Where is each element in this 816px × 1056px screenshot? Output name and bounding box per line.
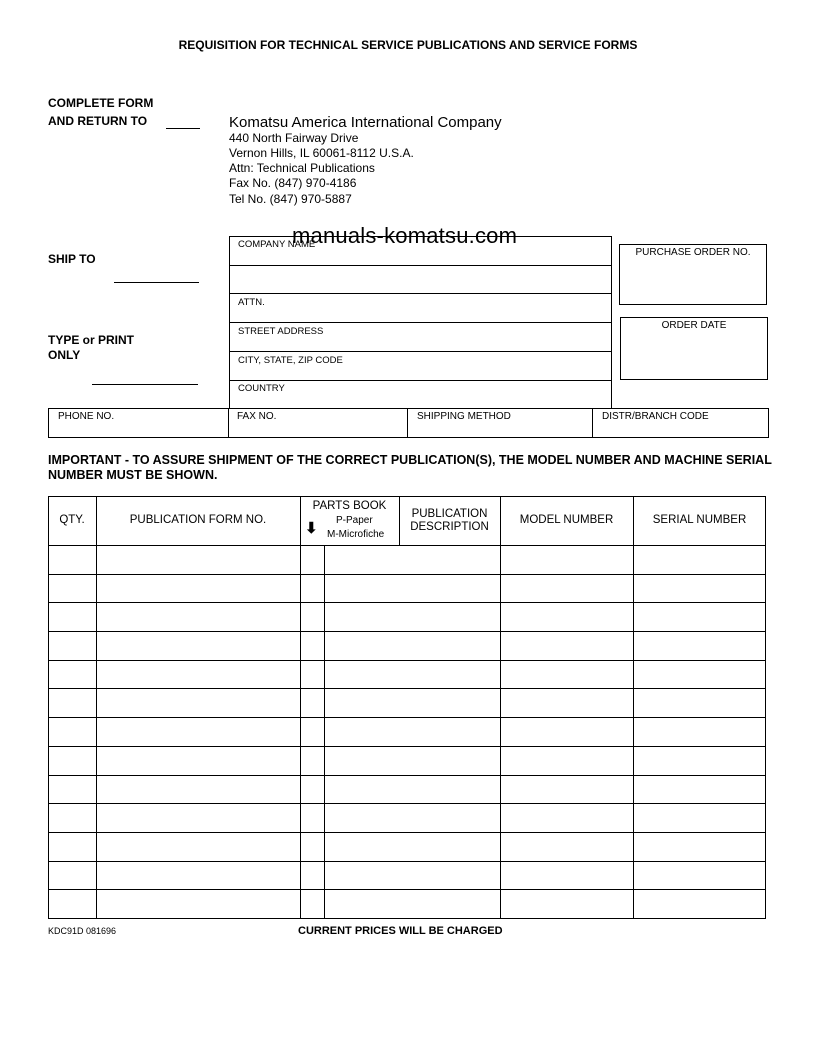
table-border <box>765 545 766 918</box>
col-divider <box>96 496 97 918</box>
table-row <box>48 861 766 862</box>
company-tel: Tel No. (847) 970-5887 <box>229 192 352 206</box>
complete-form-label: COMPLETE FORM <box>48 96 154 110</box>
company-fax: Fax No. (847) 970-4186 <box>229 176 357 190</box>
form-title: REQUISITION FOR TECHNICAL SERVICE PUBLICATIONS AND SERVICE FORMS <box>178 38 638 52</box>
country-field-label: COUNTRY <box>238 383 285 394</box>
table-row <box>48 889 766 890</box>
current-prices-note: CURRENT PRICES WILL BE CHARGED <box>298 925 503 937</box>
col-divider <box>300 496 301 918</box>
order-date-label: ORDER DATE <box>661 320 727 331</box>
form-no-header: PUBLICATION FORM NO. <box>129 514 267 526</box>
table-row <box>48 545 766 546</box>
table-row <box>48 918 766 919</box>
shipping-method-label: SHIPPING METHOD <box>417 411 511 422</box>
contact-divider <box>592 408 593 438</box>
type-print-only-label: ONLY <box>48 348 81 362</box>
address-divider <box>229 322 612 323</box>
table-row <box>48 717 766 718</box>
table-row <box>48 660 766 661</box>
company-name-field-label: COMPANY NAME <box>238 239 316 250</box>
ship-to-label: SHIP TO <box>48 252 96 266</box>
col-divider <box>324 545 325 918</box>
company-city: Vernon Hills, IL 60061-8112 U.S.A. <box>229 146 414 160</box>
col-divider <box>633 496 634 918</box>
return-to-label: AND RETURN TO <box>48 114 148 128</box>
table-row <box>48 688 766 689</box>
company-name: Komatsu America International Company <box>229 114 502 131</box>
description-header-line1: PUBLICATION <box>411 508 488 520</box>
model-number-header: MODEL NUMBER <box>519 514 614 526</box>
distr-branch-label: DISTR/BRANCH CODE <box>602 411 709 422</box>
table-border <box>48 545 49 918</box>
street-field-label: STREET ADDRESS <box>238 326 324 337</box>
city-field-label: CITY, STATE, ZIP CODE <box>238 355 343 366</box>
type-print-label: TYPE or PRINT <box>48 333 135 347</box>
description-header-line2: DESCRIPTION <box>410 521 489 533</box>
p-paper-label: P-Paper <box>336 515 373 526</box>
watermark: manuals-komatsu.com <box>292 223 518 248</box>
col-divider <box>500 496 501 918</box>
type-print-line <box>92 384 198 385</box>
ship-to-line <box>114 282 199 283</box>
purchase-order-label: PURCHASE ORDER NO. <box>635 247 751 258</box>
arrow-down-icon: ⬇ <box>305 520 318 537</box>
parts-book-header: PARTS BOOK <box>312 500 387 512</box>
return-to-line <box>166 128 200 129</box>
contact-divider <box>228 408 229 438</box>
table-row <box>48 574 766 575</box>
address-divider <box>229 265 612 266</box>
contact-divider <box>407 408 408 438</box>
m-microfiche-label: M-Microfiche <box>327 529 385 540</box>
attn-field-label: ATTN. <box>238 297 265 308</box>
serial-number-header: SERIAL NUMBER <box>652 514 747 526</box>
table-row <box>48 775 766 776</box>
company-attn: Attn: Technical Publications <box>229 161 375 175</box>
table-row <box>48 832 766 833</box>
important-note: IMPORTANT - TO ASSURE SHIPMENT OF THE CORRECT PUBLICATION(S), THE MODEL NUMBER AND MACHINE SERIAL NUMBER MUST BE SHOWN. <box>48 453 772 482</box>
address-divider <box>229 380 612 381</box>
table-row <box>48 746 766 747</box>
table-row <box>48 803 766 804</box>
table-row <box>48 602 766 603</box>
address-divider <box>229 293 612 294</box>
company-street: 440 North Fairway Drive <box>229 131 359 145</box>
table-row <box>48 631 766 632</box>
form-code: KDC91D 081696 <box>48 926 117 936</box>
qty-header: QTY. <box>59 514 85 526</box>
address-divider <box>229 351 612 352</box>
fax-label: FAX NO. <box>237 411 277 422</box>
phone-label: PHONE NO. <box>58 411 115 422</box>
